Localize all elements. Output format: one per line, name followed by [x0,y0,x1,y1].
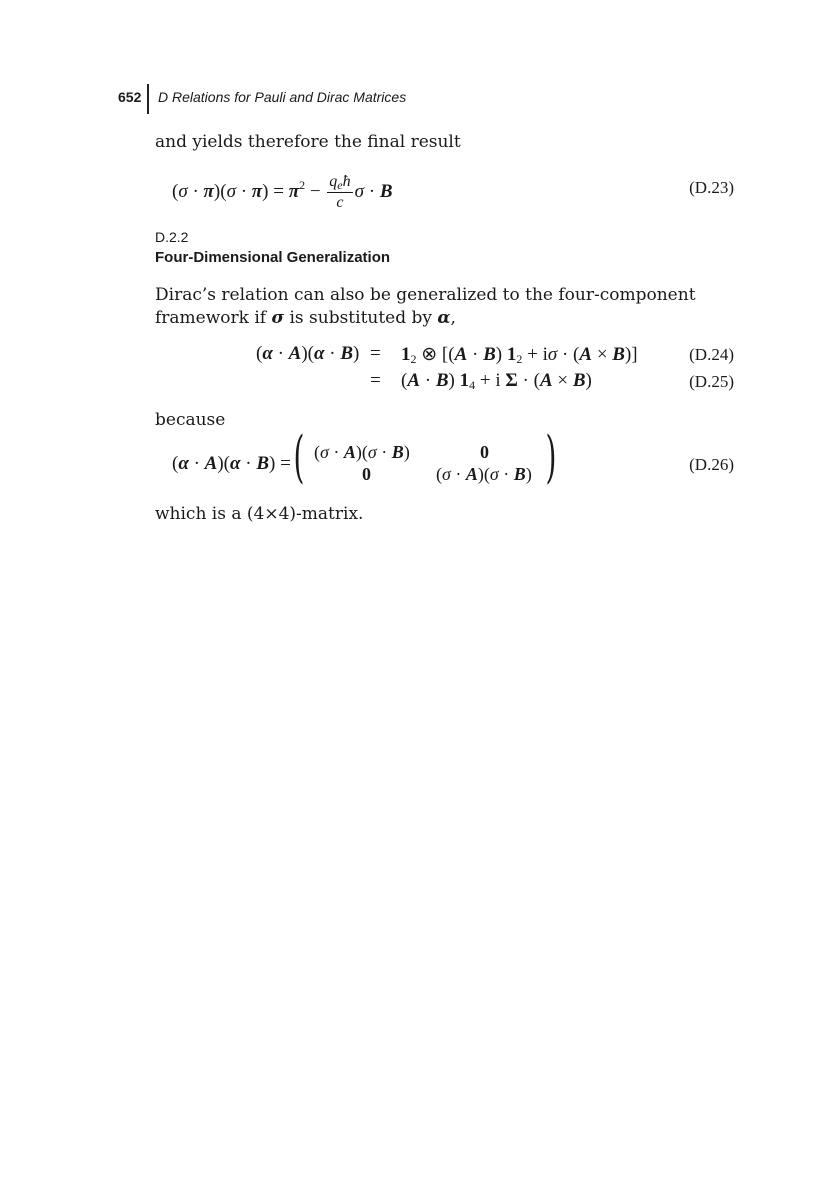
paragraph-because: because [155,410,226,430]
right-paren: ) [545,425,557,490]
block-matrix [288,425,568,492]
matrix-cell-21: 0 [362,464,371,484]
equation-number-d25: (D.25) [689,372,734,391]
paragraph-intro: and yields therefore the final result [155,132,461,152]
left-paren: ( [293,425,305,490]
equation-number-d24: (D.24) [689,345,734,364]
equation-d24-rhs: $1_2$ ⊗ [(A · B) $1_2 + i\sigma \cdot (A \times B)$] [401,344,638,366]
equation-d24-relation: = [370,343,381,364]
section-number: D.2.2 [155,229,189,245]
matrix-cell-12: 0 [480,442,489,462]
matrix-cell-22: (σ · A)(σ · B) [436,464,532,484]
equation-d24-lhs: (α · A)(α · B) [256,343,360,364]
equation-d25-rhs: (A · B) $1_4 + i$ Σ · (A × B) [401,370,592,392]
paragraph-matrix-note: which is a (4×4)-matrix. [155,504,364,524]
equation-number-d26: (D.26) [689,455,734,474]
equation-d25-relation: = [370,370,381,391]
matrix-cell-11: (σ · A)(σ · B) [314,442,410,462]
page-number: 652 [118,89,142,105]
equation-d23: $(\sigma \cdot \pi)(\sigma \cdot \pi) = \pi^2$ − $\frac{q_eħ}{c}$ σ · B [172,173,393,211]
section-title: Four-Dimensional Generalization [155,249,391,266]
equation-number-d23: (D.23) [689,178,734,197]
header-divider [147,84,149,114]
paragraph-dirac-relation: Dirac’s relation can also be generalized to the four-component framework if σ is substituted by α, [155,285,696,328]
fraction-qe-hbar-over-c: $\frac{q_eħ}{c}$ [329,173,351,211]
equation-d26-lhs: (α · A)(α · B) = [172,453,291,474]
running-title: D Relations for Pauli and Dirac Matrices [158,89,407,105]
